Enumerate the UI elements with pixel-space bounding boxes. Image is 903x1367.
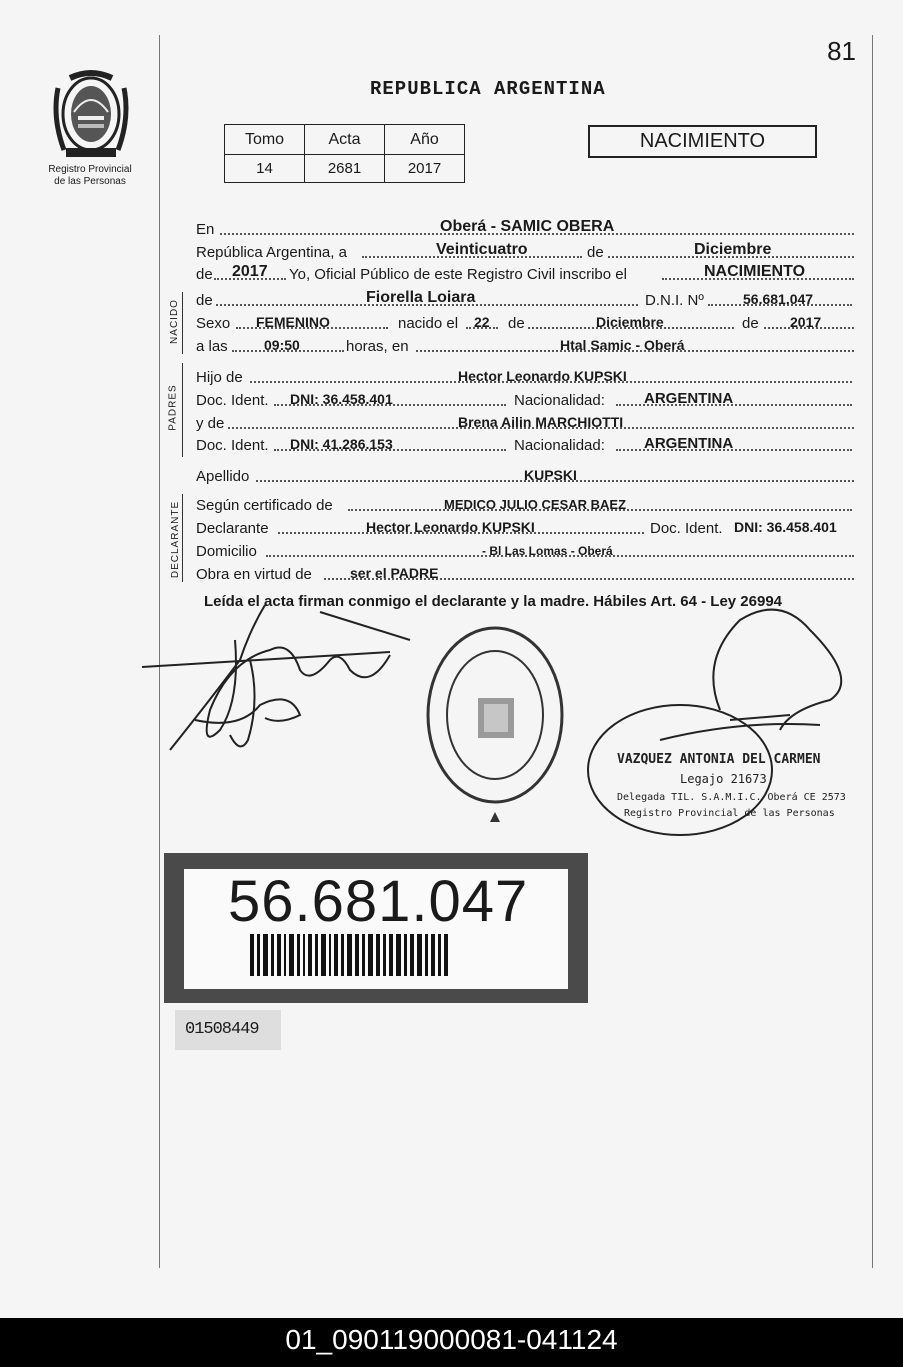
row-apellido: [196, 465, 854, 485]
madre-value: Brena Ailin MARCHIOTTI: [458, 414, 624, 430]
label-declarante: Declarante: [196, 520, 269, 537]
page-number: 81: [827, 36, 856, 66]
row-madre-doc: [196, 434, 852, 454]
label-republica: República Argentina, a: [196, 244, 347, 261]
row-en: [196, 218, 854, 238]
label-yo: Yo, Oficial Público de este Registro Civil inscribo el: [289, 266, 627, 283]
label-de: de: [742, 315, 759, 332]
section-divider: [182, 292, 183, 354]
apellido-value: KUPSKI: [524, 467, 577, 483]
row-madre: [196, 412, 854, 432]
section-divider: [182, 494, 183, 582]
section-label-declarante: DECLARANTE: [170, 500, 182, 579]
lugar-value: Oberá - SAMIC OBERA: [440, 218, 615, 235]
stamp-legajo: Legajo 21673: [680, 772, 767, 786]
domicilio-value: - Bl Las Lomas - Oberá: [482, 544, 613, 558]
label-obra: Obra en virtud de: [196, 566, 312, 583]
closing-text: Leída el acta firman conmigo el declarante y la madre. Hábiles Art. 64 - Ley 26994: [204, 593, 783, 610]
declarante-doc-value: DNI: 36.458.401: [734, 519, 837, 535]
section-label-padres: PADRES: [167, 384, 179, 431]
right-margin-line: [872, 35, 873, 1268]
row-inscripcion: [196, 263, 854, 283]
record-table: [224, 124, 465, 183]
row-domicilio: [196, 540, 854, 560]
lugar-nac-value: Htal Samic - Oberá: [560, 337, 685, 353]
acta-header: Acta: [305, 125, 385, 155]
anio-value: 2017: [232, 263, 268, 280]
dni-value: 56.681.047: [743, 291, 814, 307]
row-fecha: [196, 241, 854, 261]
barcode-number: 56.681.047: [228, 869, 529, 934]
certificado-value: MEDICO JULIO CESAR BAEZ: [444, 497, 627, 512]
footer-id: 01_090119000081-041124: [285, 1324, 618, 1355]
acta-value: 2681: [305, 155, 385, 183]
label-a-las: a las: [196, 338, 228, 355]
barcode-icon: [250, 934, 500, 976]
label-de: de: [587, 244, 604, 261]
padre-value: Hector Leonardo KUPSKI: [458, 368, 627, 384]
stamp-delegada: Delegada TIL. S.A.M.I.C. Oberá CE 2573: [617, 792, 846, 803]
document-title: REPUBLICA ARGENTINA: [370, 78, 606, 100]
nac-mes-value: Diciembre: [596, 314, 664, 330]
label-hijo-de: Hijo de: [196, 369, 243, 386]
padre-nac-value: ARGENTINA: [644, 390, 734, 407]
label-sexo: Sexo: [196, 315, 231, 332]
row-hora: [196, 335, 854, 355]
padre-doc-value: DNI: 36.458.401: [290, 391, 393, 407]
row-padre-doc: [196, 389, 852, 409]
anio-header: Año: [385, 125, 465, 155]
label-dni: D.N.I. Nº: [645, 292, 704, 309]
signature-declarante: [142, 605, 410, 750]
label-de: de: [508, 315, 525, 332]
tomo-value: 14: [225, 155, 305, 183]
nombre-value: Fiorella Loiara: [366, 289, 476, 306]
nac-anio-value: 2017: [790, 314, 822, 330]
row-certificado: [196, 494, 852, 514]
tomo-header: Tomo: [225, 125, 305, 155]
label-domicilio: Domicilio: [196, 543, 257, 560]
row-obra: [196, 563, 854, 583]
nac-dia-value: 22: [474, 314, 490, 330]
label-en: En: [196, 221, 215, 238]
row-declarante: [196, 517, 854, 537]
label-segun: Según certificado de: [196, 497, 333, 514]
label-horas-en: horas, en: [346, 338, 409, 355]
madre-doc-value: DNI: 41.286.153: [290, 436, 393, 452]
inscripcion-value: NACIMIENTO: [704, 263, 806, 280]
sexo-value: FEMENINO: [256, 314, 330, 330]
provincial-crest-icon: [52, 68, 130, 160]
madre-nac-value: ARGENTINA: [644, 435, 734, 452]
stamp-name: VAZQUEZ ANTONIA DEL CARMEN: [617, 752, 821, 767]
serial-number: 01508449: [185, 1020, 259, 1039]
label-nacionalidad: Nacionalidad:: [514, 437, 605, 454]
hora-value: 09:50: [264, 337, 300, 353]
anio-value: 2017: [385, 155, 465, 183]
record-type-box: NACIMIENTO: [588, 125, 817, 158]
obra-value: ser el PADRE: [350, 565, 439, 581]
declarante-value: Hector Leonardo KUPSKI: [366, 519, 535, 535]
section-label-nacido: NACIDO: [168, 299, 180, 344]
registro-label: Registro Provincial de las Personas: [48, 164, 132, 187]
dia-value: Veinticuatro: [436, 241, 528, 258]
label-doc-ident: Doc. Ident.: [650, 520, 723, 537]
row-sexo: [196, 312, 854, 332]
row-nombre: [196, 289, 852, 309]
row-padre: [196, 366, 852, 386]
label-apellido: Apellido: [196, 468, 250, 485]
label-doc-ident: Doc. Ident.: [196, 437, 269, 454]
label-y-de: y de: [196, 415, 225, 432]
signatures-and-seal: [140, 600, 870, 860]
label-nacionalidad: Nacionalidad:: [514, 392, 605, 409]
label-doc-ident: Doc. Ident.: [196, 392, 269, 409]
label-de: de: [196, 292, 213, 309]
official-seal-icon: [428, 628, 562, 822]
label-de: de: [196, 266, 213, 283]
label-nacido-el: nacido el: [398, 315, 459, 332]
mes-value: Diciembre: [694, 241, 772, 258]
stamp-registro: Registro Provincial de las Personas: [624, 808, 835, 819]
section-divider: [182, 363, 183, 457]
